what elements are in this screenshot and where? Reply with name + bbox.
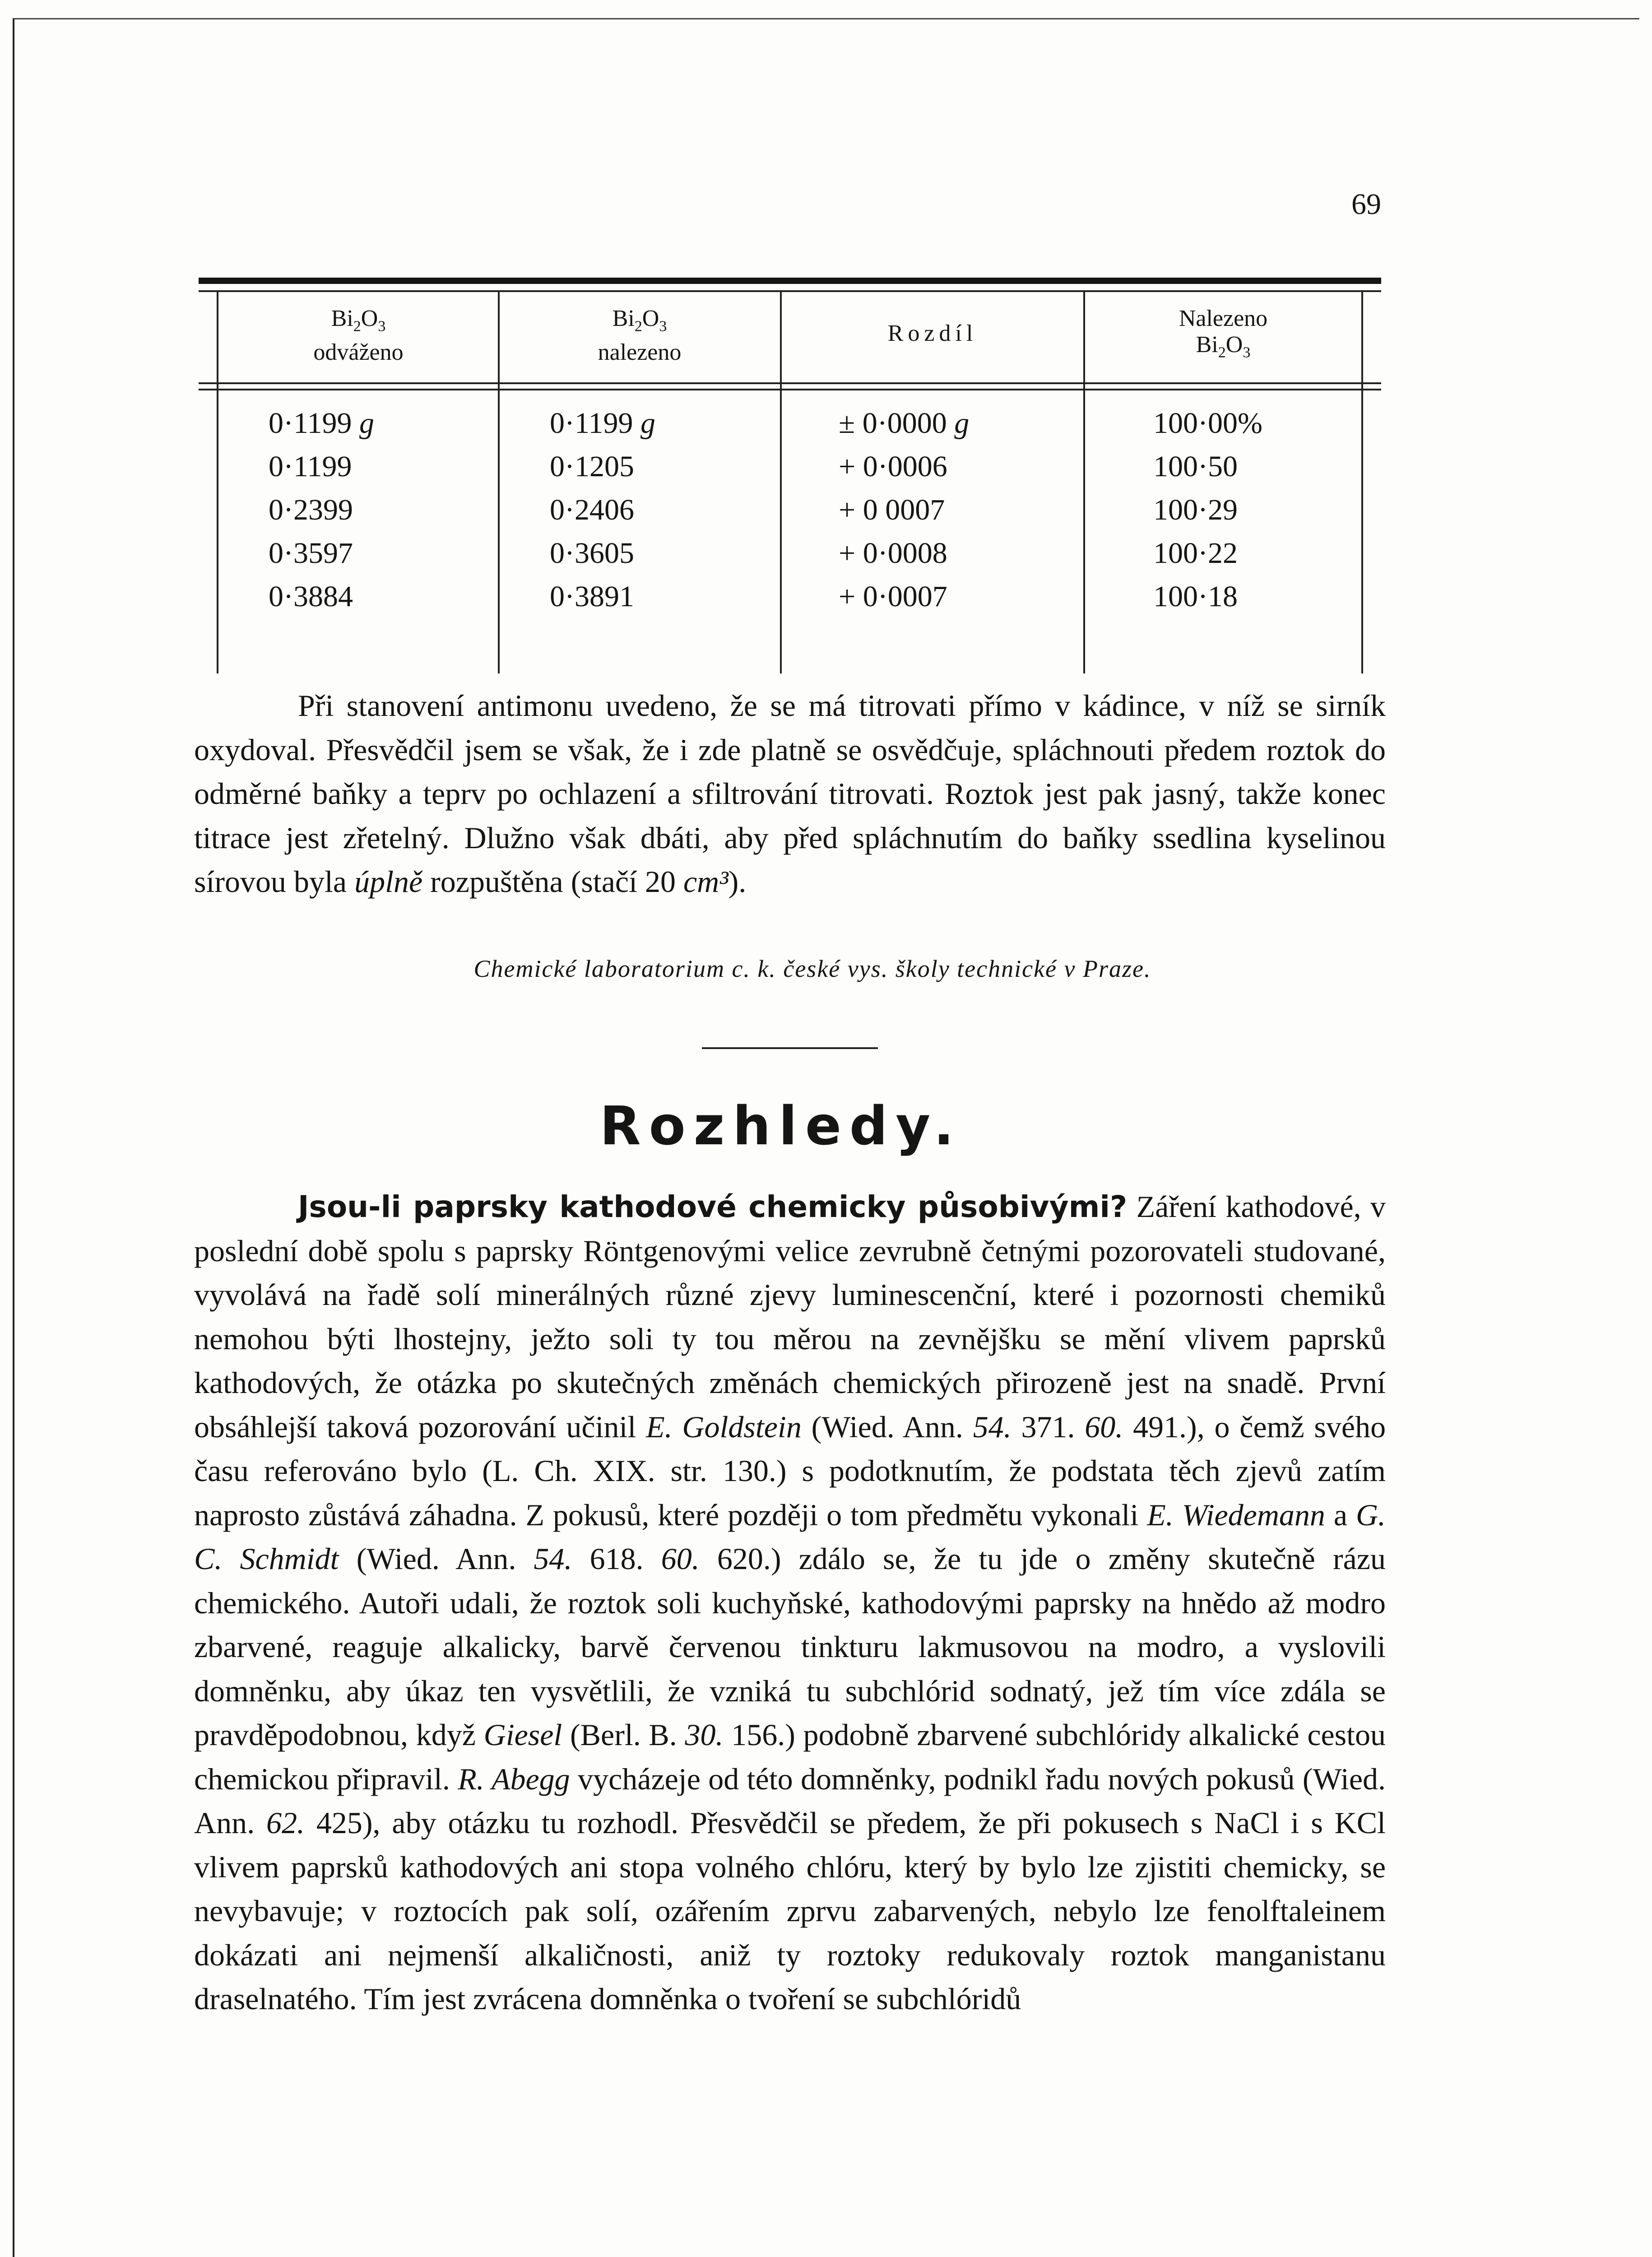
- header-nalezeno: $Bi_2O_3$ nalezeno: [598, 306, 682, 366]
- table-vline: [1361, 292, 1363, 673]
- table-cell: + 0·0008: [839, 537, 947, 570]
- paragraph-antimony: Při stanovení antimonu uvedeno, že se má titrovati přímo v kádince, v níž se sirník oxydoval. Přesvědčil jsem se však, že i zde platně se osvědčuje, spláchnouti předem roztok do odměrné baňky a teprv po ochlazení a sfiltrování titrovati. Roztok jest pak jasný, takže konec titrace jest zřetelný. Dlužno však dbáti, aby před spláchnutím do baňky ssedlina kyselinou sírovou byla úplně rozpuštěna (stačí 20 cm³).: [194, 688, 1386, 899]
- header-odvazeno: $Bi_2O_3$ odváženo: [313, 306, 404, 366]
- table-top-rule-thin: [199, 290, 1381, 292]
- table-cell: 0·2399: [269, 493, 353, 526]
- header-nalezeno-percent: Nalezeno $Bi_2O_3$: [1179, 306, 1268, 361]
- table-cell: + 0 0007: [839, 493, 945, 526]
- table-cell: 0·1199 g: [269, 407, 375, 440]
- table-cell: + 0·0006: [839, 450, 947, 483]
- article-paragraph: Jsou-li paprsky kathodové chemicky působivými? Záření kathodové, v poslední době spolu s paprsky Röntgenovými velice zevrubně četnými pozorovateli studované, vyvolává na řadě solí minerálných různé zjevy luminescenční, které i pozornosti chemiků nemohou býti lhostejny, ježto soli ty tou měrou na zevnějšku se mění vlivem paprsků kathodových, že otázka po skutečných změnách chemických přirozeně jest na snadě. První obsáhlejší taková pozorování učinil E. Goldstein (Wied. Ann. 54. 371. 60. 491.), o čemž svého času referováno bylo (L. Ch. XIX. str. 130.) s podotknutím, že podstata těch zjevů zatím naprosto zůstává záhadna. Z pokusů, které později o tom předmětu vykonali E. Wiedemann a G. C. Schmidt (Wied. Ann. 54. 618. 60. 620.) zdálo se, že tu jde o změny skutečně rázu chemického. Autoři udali, že roztok soli kuchyňské, kathodovými paprsky na hnědo až modro zbarvené, reaguje alkalicky, barvě červenou tinkturu lakmusovou na modro, a vyslovili domněnku, aby úkaz ten vysvětlili, že vzniká tu subchlórid sodnatý, jež tím více zdála se pravděpodobnou, když Giesel (Berl. B. 30. 156.) podobně zbarvené subchlóridy alkalické cestou chemickou připravil. R. Abegg vycházeje od této domněnky, podnikl řadu nových pokusů (Wied. Ann. 62. 425), aby otázku tu rozhodl. Přesvědčil se předem, že při pokusech s NaCl i s KCl vlivem paprsků kathodových ani stopa volného chlóru, který by bylo lze zjistiti chemicky, se nevybavuje; v roztocích pak solí, ozářením zprvu zabarvených, nebylo lze fenolftaleinem dokázati ani nejmenší alkaličnosti, aniž ty roztoky redukovaly roztok manganistanu draselnatého. Tím jest zvrácena domněnka o tvoření se subchlóridů: [194, 1189, 1386, 2016]
- signature-line: Chemické laboratorium c. k. české vys. školy technické v Praze.: [473, 955, 1151, 982]
- table-cell: 0·1199: [269, 450, 352, 483]
- table-cell: 0·1199 g: [550, 407, 656, 440]
- article-title: Jsou-li paprsky kathodové chemicky působivými?: [298, 1189, 1128, 1224]
- table-cell: 100·22: [1153, 537, 1238, 570]
- table-cell: 0·3891: [550, 580, 634, 613]
- results-table: [199, 278, 1381, 661]
- page-number: 69: [1351, 188, 1381, 221]
- table-cell: 0·1205: [550, 450, 634, 483]
- section-heading: Rozhledy.: [599, 1095, 962, 1157]
- table-cell: 100·00%: [1153, 407, 1262, 440]
- table-vline: [780, 292, 782, 673]
- table-cell: 0·3884: [269, 580, 353, 613]
- section-divider: [702, 1047, 878, 1049]
- table-cell: + 0·0007: [839, 580, 947, 613]
- table-cell: 0·2406: [550, 493, 634, 526]
- table-cell: 0·3605: [550, 537, 634, 570]
- table-cell: 0·3597: [269, 537, 353, 570]
- header-rozdil: Rozdíl: [887, 320, 978, 346]
- table-header-rule: [199, 382, 1381, 384]
- table-cell: ± 0·0000 g: [839, 407, 970, 440]
- table-header-rule-2: [199, 389, 1381, 390]
- table-top-rule: [199, 278, 1381, 284]
- table-cell: 100·18: [1153, 580, 1238, 613]
- table-cell: 100·29: [1153, 493, 1238, 526]
- table-cell: 100·50: [1153, 450, 1238, 483]
